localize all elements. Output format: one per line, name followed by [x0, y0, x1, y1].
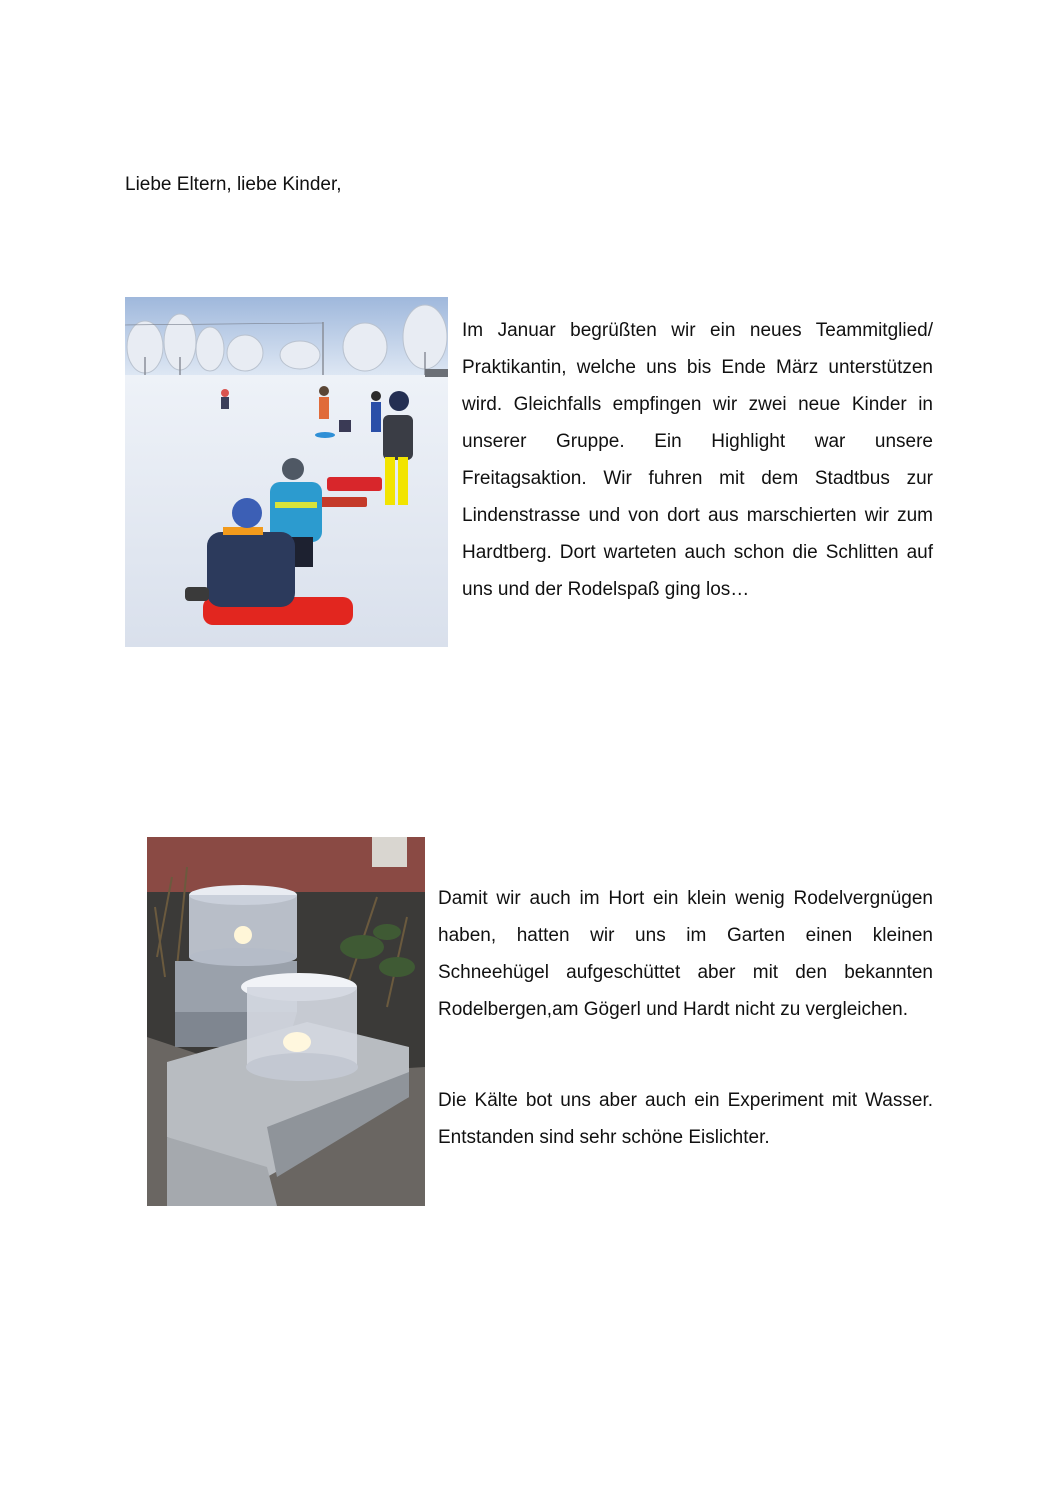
paragraph-ice-lights: Die Kälte bot uns aber auch ein Experiment mit Wasser. Entstanden sind sehr schöne Eislichter.	[438, 1090, 933, 1148]
paragraph-sledding: Im Januar begrüßten wir ein neues Teammitglied/ Praktikantin, welche uns bis Ende März unterstützen wird. Gleichfalls empfingen wir zwei neue Kinder in unserer Gruppe. Ein Highlight war unsere Freitagsaktion. Wir fuhren mit dem Stadtbus zur Lindenstrasse und von dort aus marschierten wir zum Hardtberg. Dort warteten auch schon die Schlitten auf uns und der Rodelspaß ging los…	[462, 320, 933, 600]
greeting: Liebe Eltern, liebe Kinder,	[125, 174, 342, 195]
ice-lantern-photo	[147, 837, 425, 1206]
paragraph-snow-hill: Damit wir auch im Hort ein klein wenig Rodelvergnügen haben, hatten wir uns im Garten einen kleinen Schneehügel aufgeschüttet aber mit den bekannten Rodelbergen,am Gögerl und Hardt nicht zu vergleichen.	[438, 888, 933, 1020]
sledding-photo	[125, 297, 448, 647]
